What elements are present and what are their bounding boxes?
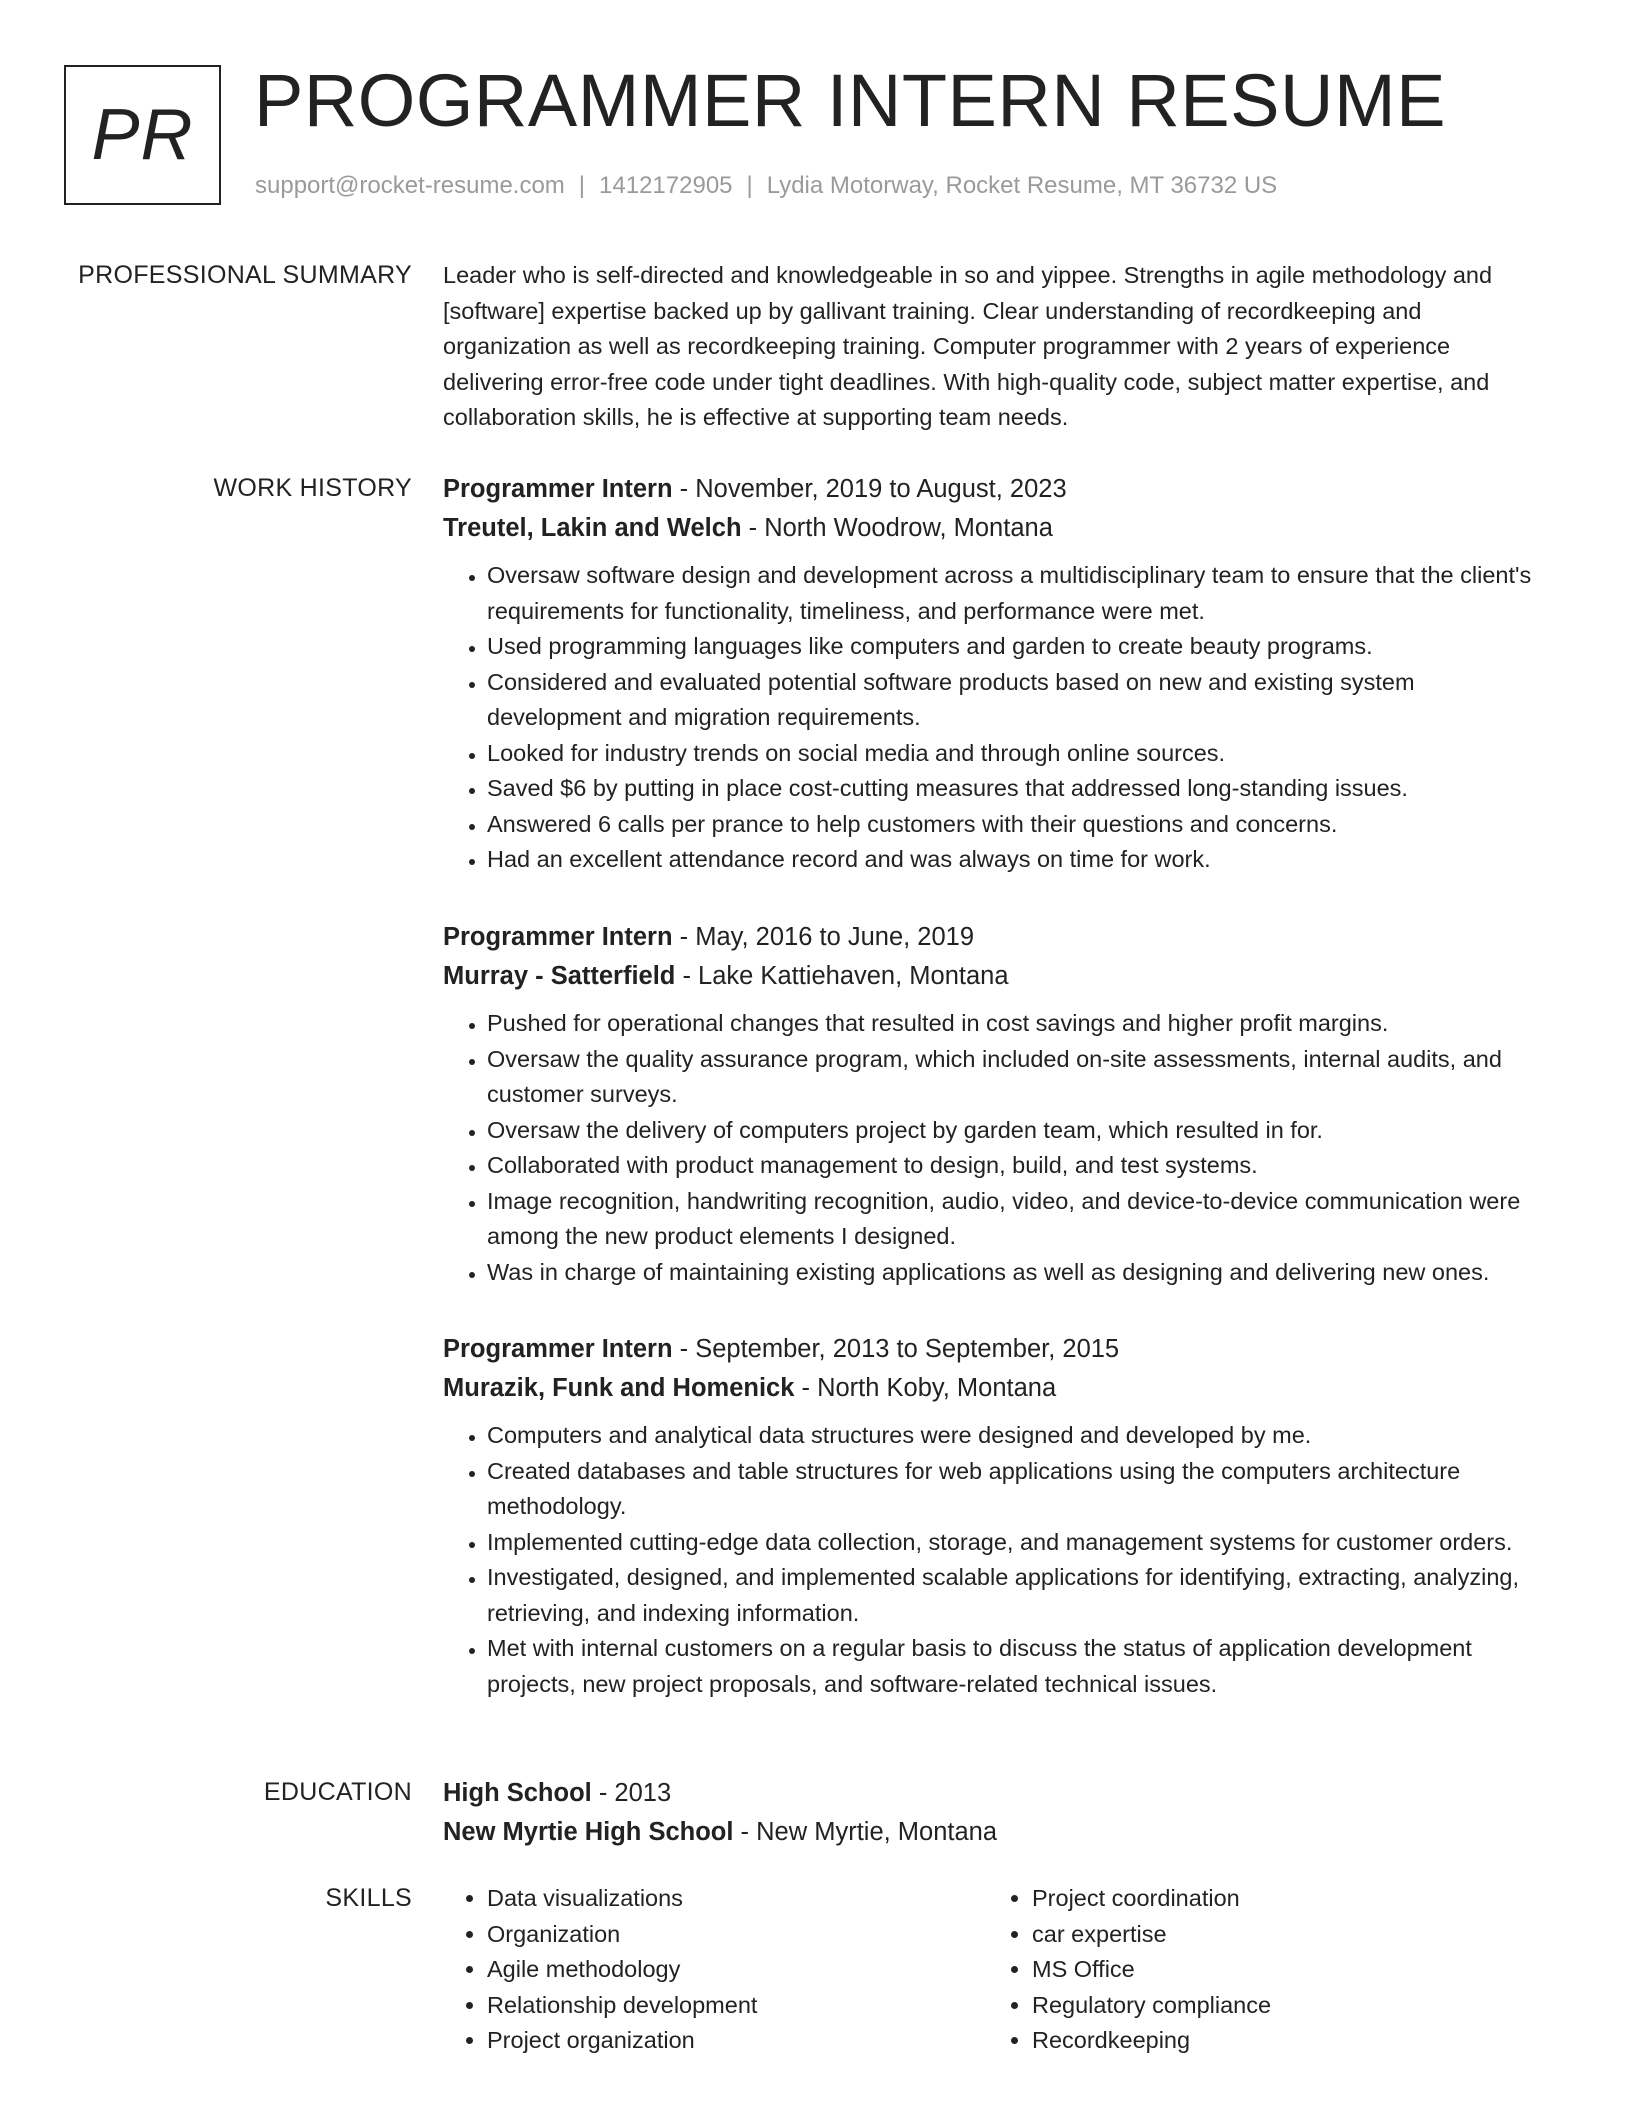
job-title-line xyxy=(443,1330,1553,1369)
job-employer: Murray - Satterfield xyxy=(443,962,676,990)
education-degree: High School xyxy=(443,1779,592,1807)
contact-email[interactable]: support@rocket-resume.com xyxy=(255,172,565,199)
job-bullet: • Oversaw software design and development across a multidisciplinary team to ensure that the client's requirements for functionality, timeliness, and performance were met. xyxy=(487,558,1553,629)
skills-column-left xyxy=(443,1881,988,2059)
skill-item: • Agile methodology xyxy=(487,1952,988,1988)
skills-list xyxy=(443,1881,1553,2059)
job-bullet: • Implemented cutting-edge data collection, storage, and management systems for customer orders. xyxy=(487,1525,1553,1561)
skill-item: • Relationship development xyxy=(487,1988,988,2024)
job-entry xyxy=(443,1330,1553,1702)
job-bullet: • Answered 6 calls per prance to help customers with their questions and concerns. xyxy=(487,807,1553,843)
job-location: - North Koby, Montana xyxy=(794,1374,1057,1402)
skill-item: • Project organization xyxy=(487,2023,988,2059)
job-bullet: • Saved $6 by putting in place cost-cutting measures that addressed long-standing issues. xyxy=(487,771,1553,807)
education-location: - New Myrtie, Montana xyxy=(733,1818,998,1846)
skill-item: • Project coordination xyxy=(1032,1881,1533,1917)
job-title: Programmer Intern xyxy=(443,475,673,503)
skill-item: • Organization xyxy=(487,1917,988,1953)
skills-column-right xyxy=(988,1881,1533,2059)
job-employer: Murazik, Funk and Homenick xyxy=(443,1374,795,1402)
job-bullet: • Used programming languages like computers and garden to create beauty programs. xyxy=(487,629,1553,665)
resume-title: PROGRAMMER INTERN RESUME xyxy=(254,59,1446,142)
skill-item: • Regulatory compliance xyxy=(1032,1988,1533,2024)
job-bullets xyxy=(443,1006,1553,1290)
job-location: - Lake Kattiehaven, Montana xyxy=(675,962,1009,990)
education-degree-line xyxy=(443,1774,1553,1813)
education-school-line xyxy=(443,1813,1553,1852)
job-location: - North Woodrow, Montana xyxy=(741,514,1053,542)
job-dates: - September, 2013 to September, 2015 xyxy=(672,1335,1120,1363)
section-label-skills: SKILLS xyxy=(325,1884,412,1912)
job-title: Programmer Intern xyxy=(443,923,673,951)
job-bullet: • Oversaw the quality assurance program, which included on-site assessments, internal audits, and customer surveys. xyxy=(487,1042,1553,1113)
job-entry xyxy=(443,918,1553,1290)
summary-text: Leader who is self-directed and knowledgeable in so and yippee. Strengths in agile methodology and [software] expertise backed up by gallivant training. Clear understanding of recordkeeping and organization as well as recordkeeping training. Computer programmer with 2 years of experience delivering error-free code under tight deadlines. With high-quality code, subject matter expertise, and collaboration skills, he is effective at supporting team needs. xyxy=(443,262,1493,430)
contact-address: Lydia Motorway, Rocket Resume, MT 36732 US xyxy=(766,172,1278,199)
job-employer: Treutel, Lakin and Welch xyxy=(443,514,742,542)
job-bullet: • Looked for industry trends on social media and through online sources. xyxy=(487,736,1553,772)
monogram-initials: PR xyxy=(91,95,194,175)
skills-columns xyxy=(443,1881,1553,2059)
job-bullet: • Pushed for operational changes that resulted in cost savings and higher profit margins. xyxy=(487,1006,1553,1042)
job-title-line xyxy=(443,470,1553,509)
skill-item: • MS Office xyxy=(1032,1952,1533,1988)
education-school: New Myrtie High School xyxy=(443,1818,734,1846)
skill-item: • Data visualizations xyxy=(487,1881,988,1917)
job-bullet: • Investigated, designed, and implemented scalable applications for identifying, extracting, analyzing, retrieving, and indexing information. xyxy=(487,1560,1553,1631)
contact-line xyxy=(255,172,1277,200)
job-bullets xyxy=(443,558,1553,878)
section-label-summary: PROFESSIONAL SUMMARY xyxy=(78,261,412,289)
job-title-line xyxy=(443,918,1553,957)
job-entry xyxy=(443,470,1553,878)
job-bullet: • Had an excellent attendance record and was always on time for work. xyxy=(487,842,1553,878)
job-dates: - November, 2019 to August, 2023 xyxy=(672,475,1067,503)
job-dates: - May, 2016 to June, 2019 xyxy=(672,923,975,951)
job-employer-line xyxy=(443,957,1553,996)
contact-separator: | xyxy=(746,172,753,199)
job-bullet: • Computers and analytical data structures were designed and developed by me. xyxy=(487,1418,1553,1454)
job-bullet: • Created databases and table structures for web applications using the computers architecture methodology. xyxy=(487,1454,1553,1525)
contact-phone[interactable]: 1412172905 xyxy=(599,172,733,199)
section-label-work-history: WORK HISTORY xyxy=(213,474,412,502)
contact-separator: | xyxy=(578,172,586,199)
education-entry xyxy=(443,1774,1553,1852)
education-year: - 2013 xyxy=(591,1779,672,1807)
job-title: Programmer Intern xyxy=(443,1335,673,1363)
job-bullet: • Image recognition, handwriting recognition, audio, video, and device-to-device communication were among the new product elements I designed. xyxy=(487,1184,1553,1255)
job-bullet: • Was in charge of maintaining existing applications as well as designing and delivering new ones. xyxy=(487,1255,1553,1291)
skill-item: • Recordkeeping xyxy=(1032,2023,1533,2059)
job-employer-line xyxy=(443,509,1553,548)
skill-item: • car expertise xyxy=(1032,1917,1533,1953)
job-bullet: • Met with internal customers on a regular basis to discuss the status of application development projects, new project proposals, and software-related technical issues. xyxy=(487,1631,1553,1702)
job-bullet: • Collaborated with product management to design, build, and test systems. xyxy=(487,1148,1553,1184)
job-bullets xyxy=(443,1418,1553,1702)
job-employer-line xyxy=(443,1369,1553,1408)
section-label-education: EDUCATION xyxy=(263,1778,412,1806)
monogram-box xyxy=(64,65,221,205)
job-bullet: • Oversaw the delivery of computers project by garden team, which resulted in for. xyxy=(487,1113,1553,1149)
job-bullet: • Considered and evaluated potential software products based on new and existing system development and migration requirements. xyxy=(487,665,1553,736)
